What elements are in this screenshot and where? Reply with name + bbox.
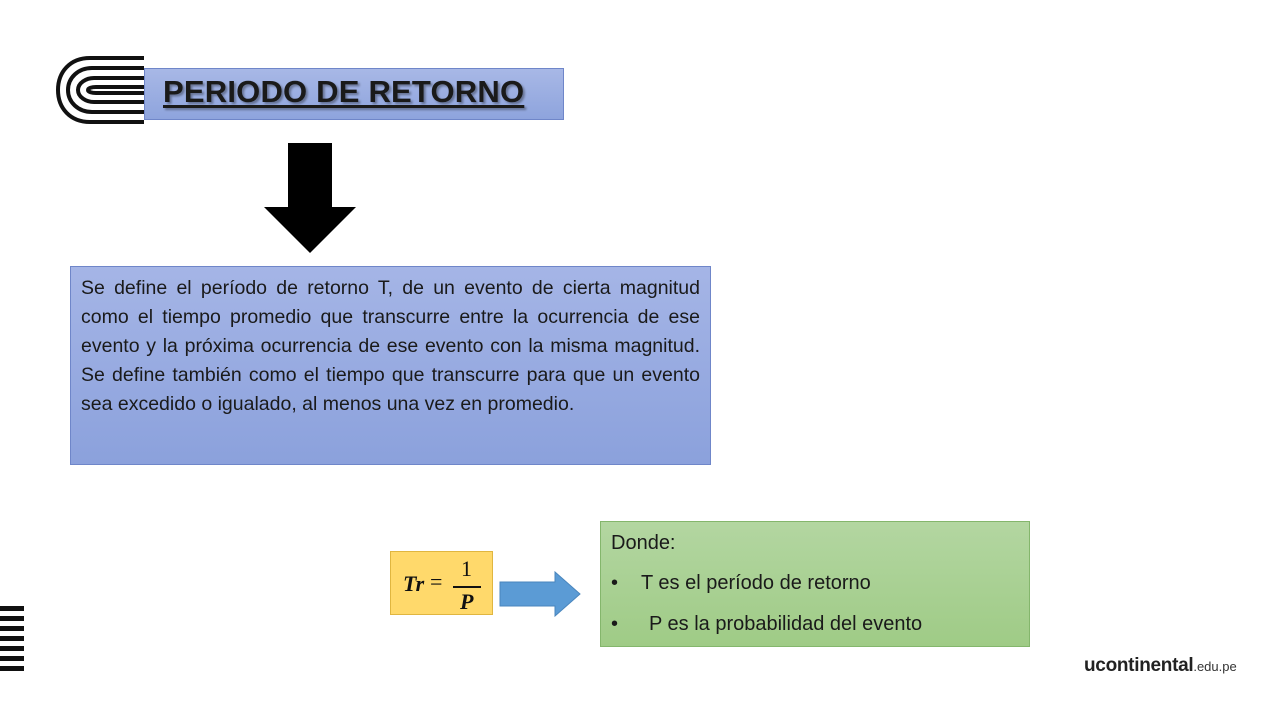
bars-decoration-icon	[0, 606, 26, 676]
page-title: PERIODO DE RETORNO	[163, 74, 525, 109]
fraction-bar	[453, 586, 481, 588]
university-logo-icon	[56, 56, 148, 124]
arrow-down-icon	[264, 143, 356, 253]
list-item-text: T es el período de retorno	[641, 572, 871, 594]
formula-box	[390, 551, 493, 615]
brand-logo	[1084, 655, 1237, 677]
arrow-right-icon	[499, 571, 581, 617]
where-title: Donde:	[611, 532, 676, 554]
list-item-text: P es la probabilidad del evento	[649, 613, 923, 635]
title-banner	[144, 68, 564, 120]
definition-box	[70, 266, 711, 465]
bullet-icon: •	[611, 572, 619, 594]
formula-equals: =	[430, 569, 443, 594]
formula-numerator: 1	[461, 556, 472, 581]
where-box	[600, 521, 1030, 647]
brand-name: ucontinental	[1084, 655, 1194, 676]
brand-suffix: .edu.pe	[1193, 659, 1237, 674]
formula-denominator: P	[460, 589, 474, 614]
definition-text: Se define el período de retorno T, de un evento de cierta magnitud como el tiempo promedio que transcurre entre la ocurrencia de ese evento y la próxima ocurrencia de ese evento con la misma magnitud. Se define también como el tiempo que transcurre para que un evento sea excedido o igualado, al menos una vez en promedio.	[81, 277, 700, 415]
bullet-icon: •	[611, 613, 619, 635]
formula-lhs: Tr	[403, 571, 425, 596]
